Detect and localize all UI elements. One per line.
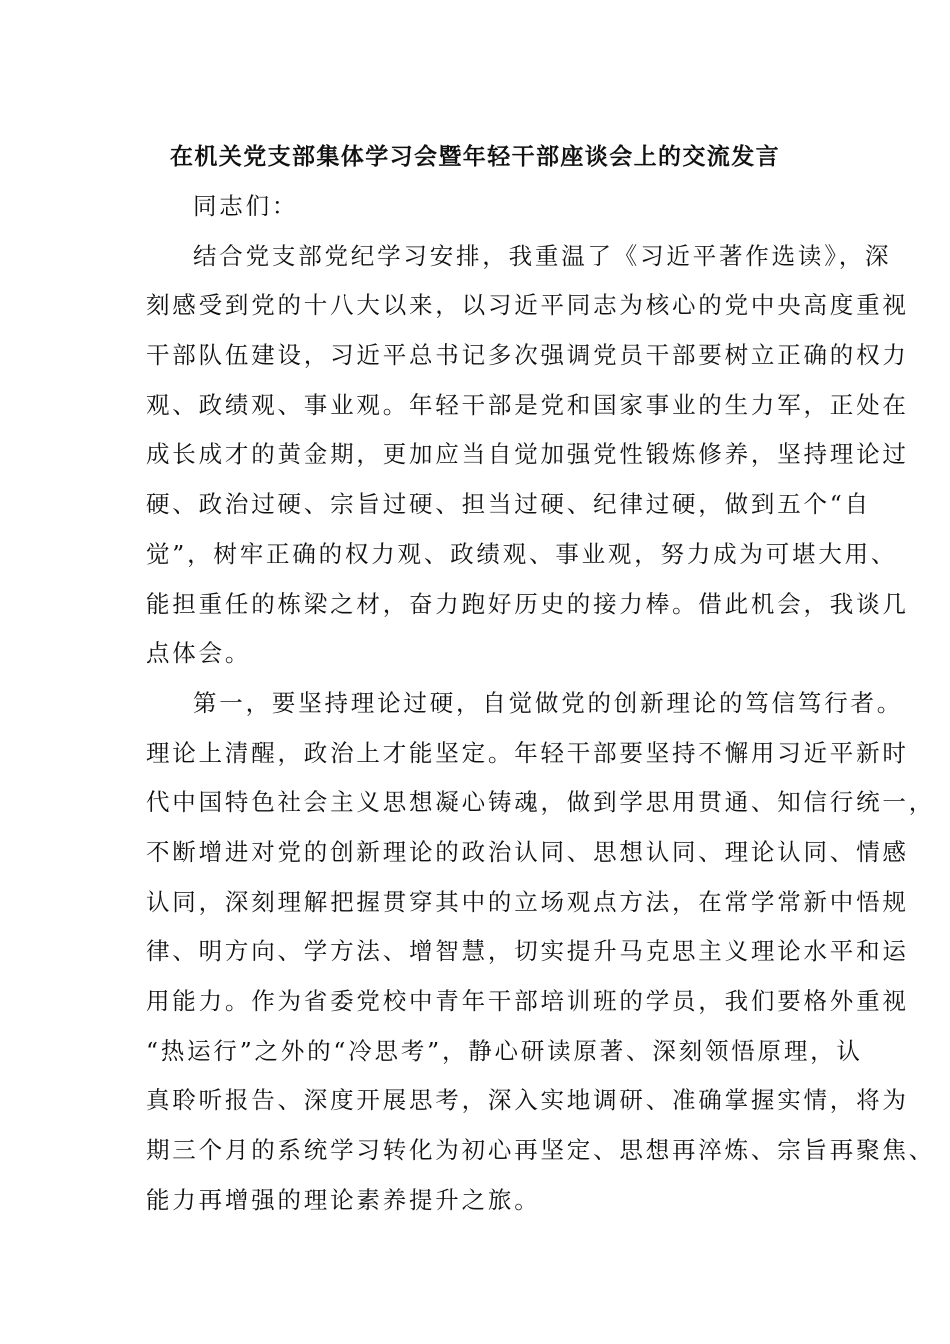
paragraph-2-line: 用能力。作为省委党校中青年干部培训班的学员，我们要格外重视 [146, 987, 909, 1015]
paragraph-1-line: 硬、政治过硬、宗旨过硬、担当过硬、纪律过硬，做到五个“自 [146, 490, 871, 519]
paragraph-2-line: 期三个月的系统学习转化为初心再坚定、思想再淬炼、宗旨再聚焦、 [146, 1136, 935, 1165]
paragraph-2-line: 理论上清醒，政治上才能坚定。年轻干部要坚持不懈用习近平新时 [146, 738, 909, 767]
paragraph-1-line: 成长成才的黄金期，更加应当自觉加强党性锻炼修养，坚持理论过 [146, 440, 909, 469]
paragraph-1-line: 结合党支部党纪学习安排，我重温了《习近平著作选读》，深 [193, 241, 892, 270]
paragraph-2-line: 认同，深刻理解把握贯穿其中的立场观点方法，在常学常新中悟规 [146, 887, 909, 916]
paragraph-1-line: 观、政绩观、事业观。年轻干部是党和国家事业的生力军，正处在 [146, 390, 909, 419]
paragraph-2-line: 能力再增强的理论素养提升之旅。 [146, 1185, 541, 1214]
paragraph-1-line: 干部队伍建设，习近平总书记多次强调党员干部要树立正确的权力 [146, 341, 909, 370]
paragraph-2-line: 真聆听报告、深度开展思考，深入实地调研、准确掌握实情，将为 [146, 1086, 909, 1115]
paragraph-1-line: 能担重任的栋梁之材，奋力跑好历史的接力棒。借此机会，我谈几 [146, 589, 909, 618]
paragraph-1-line: 点体会。 [146, 639, 252, 668]
paragraph-2-line: 代中国特色社会主义思想凝心铸魂，做到学思用贯通、知信行统一， [146, 788, 935, 817]
document-title: 在机关党支部集体学习会暨年轻干部座谈会上的交流发言 [170, 144, 780, 170]
salutation: 同志们： [193, 192, 299, 220]
paragraph-2-line: 第一，要坚持理论过硬，自觉做党的创新理论的笃信笃行者。 [193, 688, 904, 717]
paragraph-1-line: 刻感受到党的十八大以来，以习近平同志为核心的党中央高度重视 [146, 291, 909, 320]
document-body [146, 186, 935, 1229]
paragraph-1-line: 觉”，树牢正确的权力观、政绩观、事业观，努力成为可堪大用、 [146, 539, 898, 568]
paragraph-2-line: “热运行”之外的“冷思考”，静心研读原著、深刻领悟原理，认 [146, 1036, 863, 1065]
paragraph-2-line: 不断增进对党的创新理论的政治认同、思想认同、理论认同、情感 [146, 837, 909, 866]
paragraph-2-line: 律、明方向、学方法、增智慧，切实提升马克思主义理论水平和运 [146, 937, 909, 966]
